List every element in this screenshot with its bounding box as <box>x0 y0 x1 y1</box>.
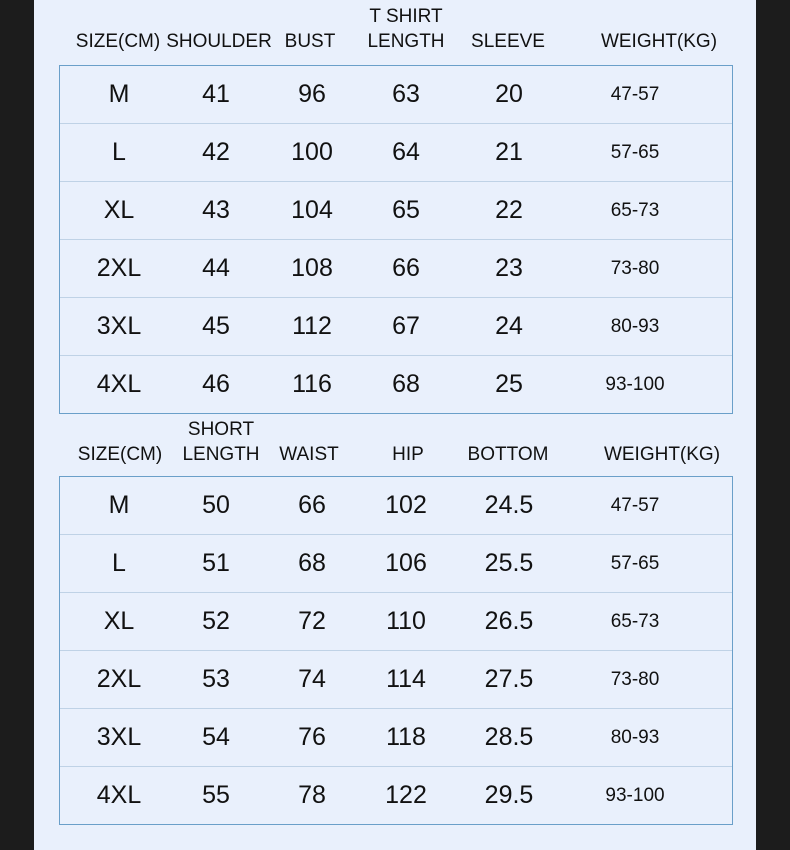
cell-weight: 73-80 <box>610 669 660 690</box>
cell-t-shirt-length: 68 <box>392 370 420 398</box>
cell-size: 3XL <box>96 312 142 340</box>
table-row <box>60 477 732 535</box>
cell-size: XL <box>103 607 135 635</box>
header-size <box>76 29 160 54</box>
cell-bottom: 29.5 <box>484 781 534 809</box>
cell-weight: 80-93 <box>610 727 660 748</box>
cell-shoulder: 46 <box>202 370 230 398</box>
cell-weight: 57-65 <box>610 142 660 163</box>
cell-waist: 74 <box>298 665 326 693</box>
cell-shoulder: 43 <box>202 196 230 224</box>
cell-short-length: 52 <box>202 607 230 635</box>
top-size-table <box>59 65 733 414</box>
cell-hip: 106 <box>385 549 427 577</box>
header-size-line: SIZE(CM) <box>77 444 163 465</box>
cell-waist: 72 <box>298 607 326 635</box>
cell-bottom: 27.5 <box>484 665 534 693</box>
header-bust-line: BUST <box>284 31 336 52</box>
cell-hip: 114 <box>386 665 426 693</box>
cell-bottom: 26.5 <box>484 607 534 635</box>
cell-sleeve: 25 <box>495 370 523 398</box>
cell-t-shirt-length: 64 <box>392 138 420 166</box>
cell-shoulder: 45 <box>202 312 230 340</box>
header-weight <box>604 442 720 467</box>
cell-sleeve: 22 <box>495 196 523 224</box>
table-row <box>60 356 732 413</box>
header-sleeve-line: SLEEVE <box>471 31 545 52</box>
cell-sleeve: 23 <box>495 254 523 282</box>
bottom-size-table <box>59 476 733 825</box>
cell-weight: 47-57 <box>610 495 660 516</box>
cell-size: M <box>108 80 130 108</box>
cell-t-shirt-length: 63 <box>392 80 420 108</box>
header-shoulder-line: SHOULDER <box>166 31 272 52</box>
cell-bust: 96 <box>298 80 326 108</box>
cell-bust: 116 <box>292 370 332 398</box>
header-waist-line: WAIST <box>279 444 339 465</box>
cell-size: 2XL <box>96 254 142 282</box>
cell-hip: 118 <box>386 723 426 751</box>
header-weight-line: WEIGHT(KG) <box>603 444 721 465</box>
header-bottom <box>468 442 549 467</box>
cell-size: L <box>112 138 126 166</box>
cell-waist: 76 <box>298 723 326 751</box>
header-short-length <box>182 417 259 467</box>
cell-waist: 78 <box>298 781 326 809</box>
header-shoulder <box>166 29 272 54</box>
header-bust <box>285 29 336 54</box>
top-table-header <box>34 0 756 60</box>
cell-short-length: 55 <box>202 781 230 809</box>
cell-waist: 66 <box>298 491 326 519</box>
cell-sleeve: 24 <box>495 312 523 340</box>
table-row <box>60 182 732 240</box>
cell-size: L <box>112 549 126 577</box>
cell-bottom: 28.5 <box>484 723 534 751</box>
cell-bust: 100 <box>291 138 333 166</box>
cell-bottom: 25.5 <box>484 549 534 577</box>
table-row <box>60 651 732 709</box>
header-short-length-line: LENGTH <box>182 444 260 465</box>
cell-size: XL <box>103 196 135 224</box>
header-weight <box>601 29 717 54</box>
table-row <box>60 66 732 124</box>
cell-weight: 65-73 <box>610 611 660 632</box>
cell-weight: 65-73 <box>610 200 660 221</box>
cell-weight: 47-57 <box>610 84 660 105</box>
cell-size: M <box>108 491 130 519</box>
cell-sleeve: 20 <box>495 80 523 108</box>
header-hip-line: HIP <box>392 444 424 465</box>
cell-size: 4XL <box>96 370 142 398</box>
cell-weight: 80-93 <box>610 316 660 337</box>
header-t-shirt-length <box>367 4 444 54</box>
table-row <box>60 240 732 298</box>
cell-short-length: 53 <box>202 665 230 693</box>
cell-weight: 73-80 <box>610 258 660 279</box>
cell-hip: 110 <box>386 607 426 635</box>
header-weight-line: WEIGHT(KG) <box>600 31 718 52</box>
header-bottom-line: BOTTOM <box>467 444 549 465</box>
header-sleeve <box>471 29 545 54</box>
bottom-table-header <box>34 413 756 473</box>
cell-shoulder: 41 <box>202 80 230 108</box>
header-t-shirt-length-line: LENGTH <box>367 31 445 52</box>
cell-sleeve: 21 <box>495 138 523 166</box>
cell-size: 4XL <box>96 781 142 809</box>
cell-size: 2XL <box>96 665 142 693</box>
cell-weight: 93-100 <box>605 785 665 806</box>
cell-waist: 68 <box>298 549 326 577</box>
cell-bust: 108 <box>291 254 333 282</box>
cell-t-shirt-length: 65 <box>392 196 420 224</box>
cell-t-shirt-length: 67 <box>392 312 420 340</box>
cell-bust: 104 <box>291 196 333 224</box>
table-row <box>60 124 732 182</box>
table-row <box>60 709 732 767</box>
cell-weight: 93-100 <box>605 374 665 395</box>
cell-weight: 57-65 <box>610 553 660 574</box>
table-row <box>60 535 732 593</box>
table-row <box>60 593 732 651</box>
size-chart-page <box>34 0 756 850</box>
table-row <box>60 298 732 356</box>
cell-bust: 112 <box>292 312 332 340</box>
cell-t-shirt-length: 66 <box>392 254 420 282</box>
cell-bottom: 24.5 <box>484 491 534 519</box>
header-size <box>78 442 162 467</box>
cell-shoulder: 44 <box>202 254 230 282</box>
cell-shoulder: 42 <box>202 138 230 166</box>
header-size-line: SIZE(CM) <box>75 31 161 52</box>
cell-hip: 122 <box>385 781 427 809</box>
header-waist <box>279 442 338 467</box>
header-t-shirt-length-line: T SHIRT <box>369 6 443 27</box>
cell-short-length: 54 <box>202 723 230 751</box>
cell-short-length: 51 <box>202 549 230 577</box>
cell-hip: 102 <box>385 491 427 519</box>
table-row <box>60 767 732 824</box>
cell-short-length: 50 <box>202 491 230 519</box>
cell-size: 3XL <box>96 723 142 751</box>
header-short-length-line: SHORT <box>187 419 255 440</box>
header-hip <box>392 442 424 467</box>
